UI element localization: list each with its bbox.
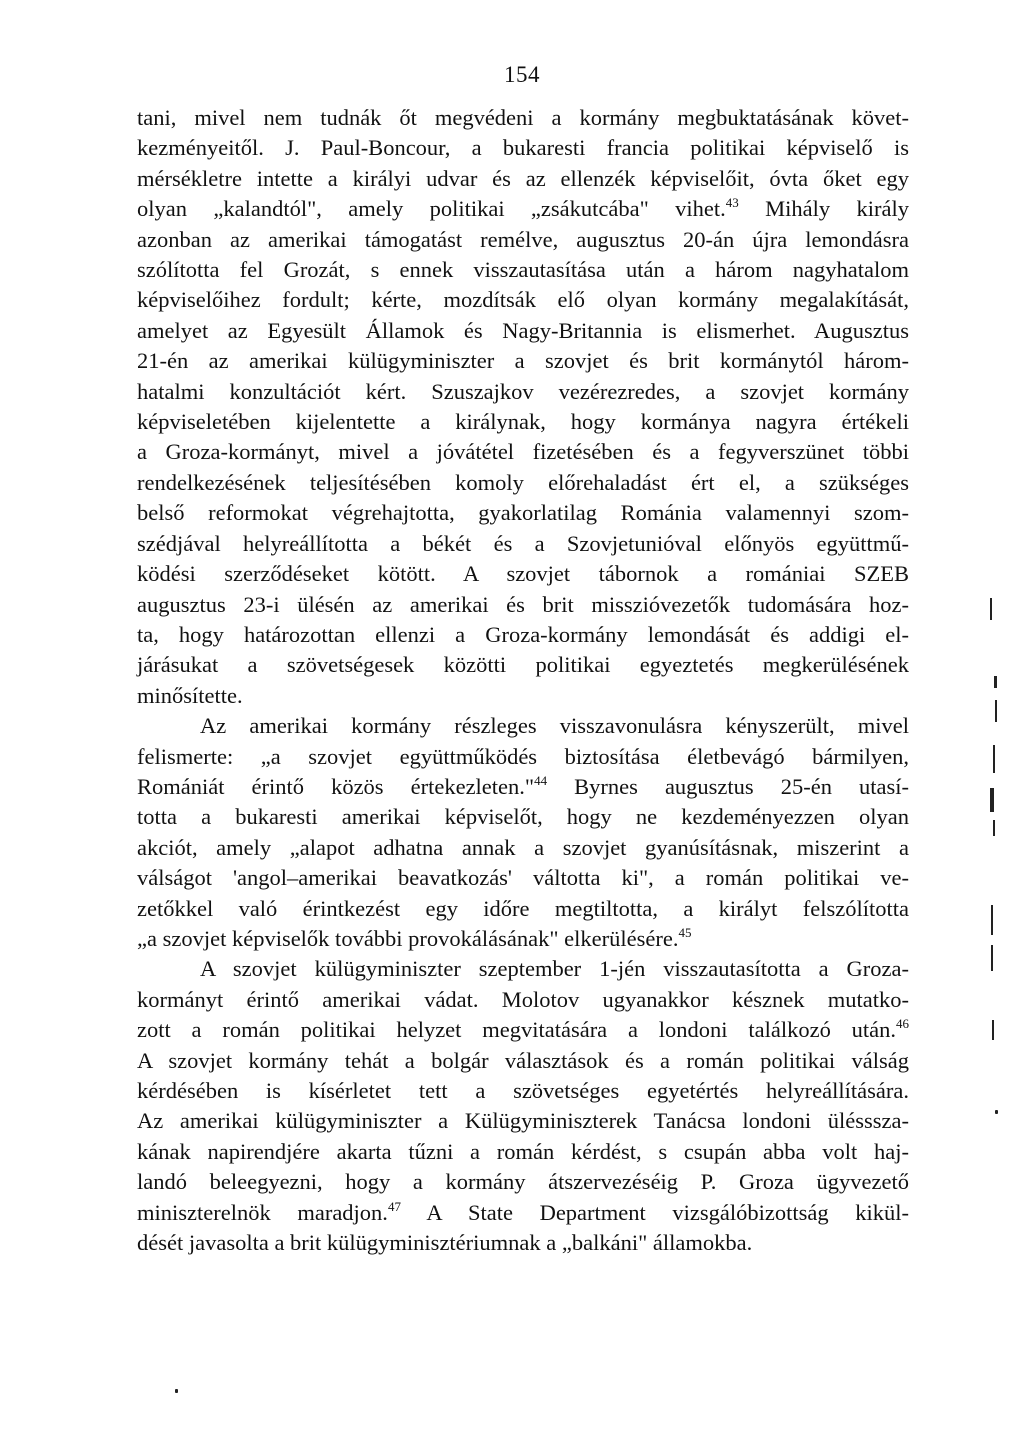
scan-artifact — [993, 745, 995, 773]
paragraph-3 — [137, 954, 909, 1258]
text-line — [137, 1198, 909, 1228]
text-line: minősítette. — [137, 682, 243, 708]
text-segment: „a szovjet képviselők további provokálásának" elkerülésére. — [137, 925, 679, 951]
text-line: tani, mivel nem tudnák őt megvédeni a kormány megbuktatásának követ- — [137, 105, 909, 130]
text-line: képviselőihez fordult; kérte, mozdítsák elő olyan kormány megalakítását, — [137, 287, 909, 313]
text-segment: Byrnes augusztus 25-én utasí- — [547, 773, 909, 799]
text-line: totta a bukaresti amerikai képviselőt, hogy ne kezdeményezzen olyan — [137, 804, 909, 830]
text-line: felismerte: „a szovjet együttműködés biztosítása életbevágó bármilyen, — [137, 743, 909, 769]
text-line: augusztus 23-i ülésén az amerikai és brit misszióvezetők tudomására hoz- — [137, 591, 909, 617]
scan-artifact — [993, 820, 995, 836]
scan-artifact — [995, 1110, 998, 1114]
text-line: azonban az amerikai támogatást remélve, augusztus 20-án újra lemondásra — [137, 226, 909, 252]
text-line: A szovjet kormány tehát a bolgár választások és a román politikai válság — [137, 1047, 909, 1073]
text-line: kának napirendjére akarta tűzni a román kérdést, s csupán abba volt haj- — [137, 1138, 909, 1164]
text-line: járásukat a szövetségesek közötti politikai egyeztetés megkerülésének — [137, 652, 909, 678]
text-line: amelyet az Egyesült Államok és Nagy-Britannia is elismerhet. Augusztus — [137, 317, 909, 343]
text-line: mérsékletre intette a királyi udvar és az ellenzék képviselőit, óvta őket egy — [137, 165, 909, 191]
text-line: ta, hogy határozottan ellenzi a Groza-kormány lemondását és addigi el- — [137, 621, 909, 647]
text-line: a Groza-kormányt, mivel a jóvátétel fizetésében és a fegyverszünet többi — [137, 439, 909, 465]
text-line: kérdésében is kísérletet tett a szövetséges egyetértés helyreállítására. — [137, 1078, 909, 1103]
scan-artifact — [991, 905, 993, 935]
scan-artifact — [990, 788, 994, 812]
scan-artifact — [995, 700, 997, 722]
text-segment: Mihály király — [738, 196, 909, 222]
body-text — [137, 103, 909, 1258]
text-line: képviseletében kijelentette a királynak, hogy kormánya nagyra értékeli — [137, 409, 909, 435]
text-line: válságot 'angol–amerikai beavatkozás' váltotta ki", a román politikai ve- — [137, 865, 909, 891]
paragraph-1 — [137, 103, 909, 711]
paragraph-2 — [137, 711, 909, 954]
footnote-ref: 43 — [725, 195, 739, 211]
page-number: 154 — [504, 62, 540, 87]
text-line — [137, 924, 909, 954]
text-segment: zott a román politikai helyzet megvitatására a londoni találkozó után. — [137, 1017, 896, 1043]
text-line — [137, 772, 909, 802]
scan-artifact — [994, 676, 997, 688]
scan-artifact — [992, 1020, 994, 1040]
text-line: 21-én az amerikai külügyminiszter a szovjet és brit kormánytól három- — [137, 348, 909, 374]
footnote-ref: 44 — [534, 772, 548, 788]
text-line: akciót, amely „alapot adhatna annak a szovjet gyanúsításnak, miszerint a — [137, 834, 909, 860]
text-line: ködési szerződéseket kötött. A szovjet tábornok a romániai SZEB — [137, 561, 909, 587]
text-line: zetőkkel való érintkezést egy időre megtiltotta, a királyt felszólította — [137, 895, 909, 921]
text-segment: miniszterelnök maradjon. — [137, 1199, 388, 1225]
text-line: kezményeitől. J. Paul-Boncour, a bukaresti francia politikai képviselő is — [137, 135, 909, 161]
text-line: belső reformokat végrehajtotta, gyakorlatilag Románia valamennyi szom- — [137, 500, 909, 526]
footnote-ref: 46 — [896, 1016, 909, 1032]
scan-artifact — [990, 598, 992, 620]
text-line: A szovjet külügyminiszter szeptember 1-jén visszautasította a Groza- — [200, 956, 909, 982]
text-line: szólította fel Grozát, s ennek visszautasítása után a három nagyhatalom — [137, 257, 909, 283]
text-line: dését javasolta a brit külügyminisztériumnak a „balkáni" államokba. — [137, 1230, 753, 1256]
text-line — [137, 1015, 909, 1045]
text-line: Az amerikai külügyminiszter a Külügyminiszterek Tanácsa londoni ülésssza- — [137, 1108, 909, 1134]
scan-artifact — [175, 1389, 178, 1393]
text-segment: olyan „kalandtól", amely politikai „zsákutcába" vihet. — [137, 196, 726, 222]
text-line: rendelkezésének teljesítésében komoly előrehaladást ért el, a szükséges — [137, 469, 909, 495]
text-segment: Romániát érintő közös értekezleten." — [137, 773, 535, 799]
text-line: hatalmi konzultációt kért. Szuszajkov vezérezredes, a szovjet kormány — [137, 378, 909, 404]
text-line — [137, 194, 909, 224]
text-segment: A State Department vizsgálóbizottság kikül- — [400, 1199, 909, 1225]
text-line: szédjával helyreállította a békét és a Szovjetunióval előnyös együttmű- — [137, 530, 909, 556]
text-line: Az amerikai kormány részleges visszavonulásra kényszerült, mivel — [200, 713, 909, 739]
footnote-ref: 47 — [387, 1198, 401, 1214]
scan-artifact — [991, 945, 993, 971]
text-line: kormányt érintő amerikai vádat. Molotov ugyanakkor késznek mutatko- — [137, 986, 909, 1012]
text-line: landó beleegyezni, hogy a kormány átszervezéséig P. Groza ügyvezető — [137, 1169, 909, 1195]
footnote-ref: 45 — [678, 924, 692, 940]
